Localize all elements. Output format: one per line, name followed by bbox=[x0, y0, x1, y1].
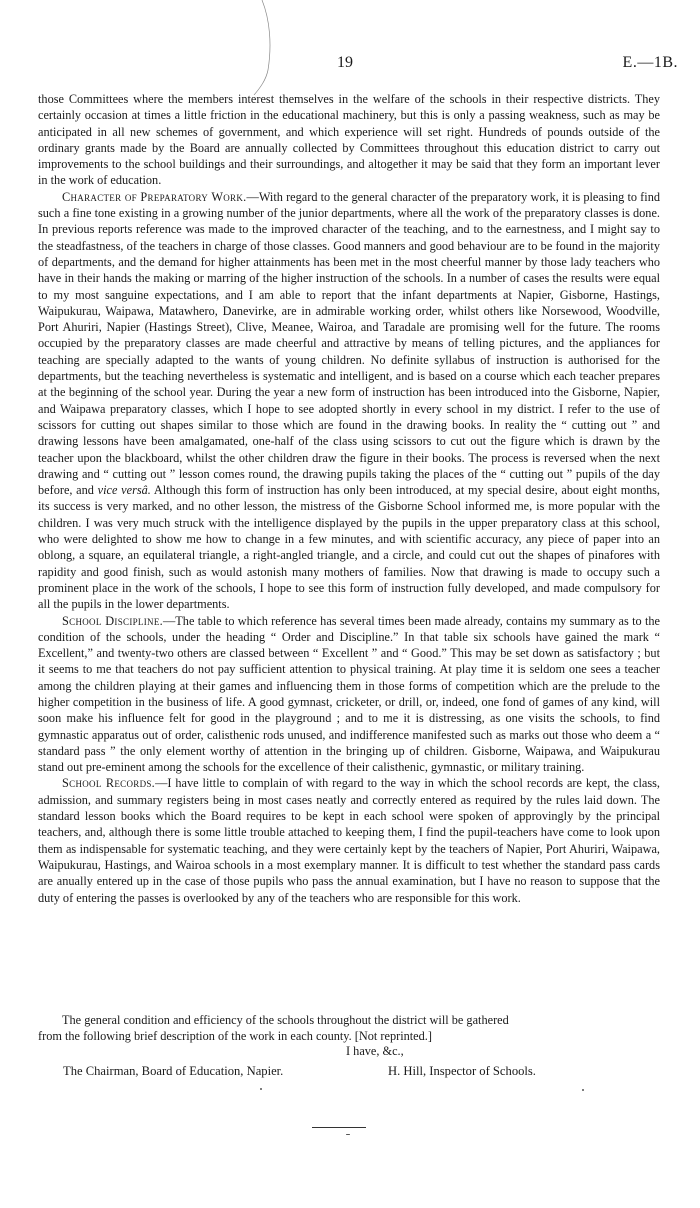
report-body bbox=[38, 91, 660, 906]
paragraph-committees: those Committees where the members interest themselves in the welfare of the schools in their respective districts. They certainly occasion at times a little friction in the educational machinery, but this is only a passing weakness, such as may be anticipated in all new schemes of government, and which experience will set right. Hundreds of pounds outside of the ordinary grants made by the Board are annually collected by Committees throughout this education district to carry out improvements to the school buildings and their surroundings, and altogether it may be said that they form an important lever in the work of education. bbox=[38, 92, 660, 188]
page-fold-mark bbox=[250, 0, 280, 95]
closing-paragraph bbox=[38, 1012, 660, 1045]
paragraph-text: —The table to which reference has several times been made already, contains my summary as to the condition of the schools, under the heading “ Order and Discipline.” In that table six schools have gained the mark “ Excellent,” and twenty-two others are classed between “ Excellent ” and “ Good.” This may be set down as satisfactory ; but it seems to me that teachers do not pay sufficient attention to physical training. At play time it is seldom one sees a teacher among the children playing at their games and influencing them in those forms of competition which are the prelude to the higher competition in the business of life. A good gymnast, cricketer, or drill, or, indeed, one fond of games of any kind, will soon make his influence felt for good in the playground ; and to me it is distressing, as one visits the schools, to find gymnastic apparatus out of order, calisthenic rods unused, and indifference manifested such as marks out those who deem a “ standard pass ” the only element worthy of attention in the bringing up of children. Gisborne, Waipawa, and Waipukurau stand out pre-eminent among the schools for the excellence of their calisthenic, gymnastic, or military training. bbox=[38, 613, 660, 775]
closing-line: from the following brief description of the work in each county. [Not reprinted.] bbox=[38, 1029, 432, 1044]
document-reference: E.—1B. bbox=[622, 54, 678, 71]
print-speck bbox=[260, 1088, 262, 1090]
paragraph-text: Although this form of instruction has only been introduced, at my special desire, about eight months, its success is very marked, and no other lesson, the mistress of the Gisborne School informed me, is more popular with the children. I was very much struck with the intelligence displayed by the pupils in the upper preparatory class at this school, who were delighted to show me how to change in a few minutes, and with scientific accuracy, any piece of paper into an oblong, a square, an equilateral triangle, a right-angled triangle, and a circle, and could cut out the shapes of pinafores with rapidity and good finish, such as would astonish many mothers of families. Now that drawing is made to occupy such a prominent place in the work of the schools, I hope to see this form of instruction fully developed, and made compulsory for all the pupils in the lower departments. bbox=[38, 483, 660, 612]
end-rule bbox=[312, 1127, 366, 1128]
print-speck bbox=[346, 1134, 350, 1135]
paragraph-preparatory-work bbox=[38, 189, 660, 613]
italic-phrase: vice versâ. bbox=[97, 483, 151, 498]
section-heading-school-records: School Records. bbox=[62, 776, 156, 791]
paragraph-school-discipline bbox=[38, 613, 660, 776]
paragraph-school-records bbox=[38, 775, 660, 905]
paragraph-text: —With regard to the general character of the preparatory work, it is pleasing to find such a fine tone existing in a growing number of the junior departments, where all the work of the preparatory classes is done. In previous reports reference was made to the improved character of the teaching, and to the earnestness, and I might say to the steadfastness, of the teachers in charge of those classes. Good manners and good behaviour are to be found in the majority of departments, and the demand for higher attainments has been met in the most cheerful manner by those lady teachers who have in their hands the making or marring of the higher instruction of the schools. In a number of cases the results were equal to my most sanguine expectations, and I am able to report that the infant departments at Napier, Gisborne, Hastings, Waipukurau, Waipawa, Matawhero, Danevirke, are in admirable working order, whilst others like Norsewood, Woodville, Port Ahuriri, Napier (Hastings Street), Clive, Meanee, Wairoa, and Taradale are promising well for the future. The rooms occupied by the preparatory classes are made cheerful and attractive by means of telling pictures, and the appliances for teaching are specially adapted to the wants of young children. No definite syllabus of instruction is authorised for the departments, but the teaching nevertheless is systematic and intelligent, and is based on a course which each teacher prepares at the beginning of the school year. During the year a new form of instruction has been introduced into the Gisborne, Napier, and Waipawa preparatory classes, which I hope to see adopted shortly in every school in my district. I refer to the use of scissors for cutting out shapes similar to those which are found in the drawing books. In reality the “ cutting out ” and drawing lessons have been amalgamated, one-half of the class using scissors to cut out the figure which is drawn by the teacher upon the blackboard, whilst the other children draw the figure in their books. The process is reversed when the next drawing and “ cutting out ” lesson comes round, the drawing pupils taking the places of the “ cutting out ” pupils of the day before, and bbox=[38, 189, 660, 498]
salutation: I have, &c., bbox=[346, 1044, 404, 1058]
section-heading-school-discipline: School Discipline. bbox=[62, 613, 163, 628]
signature: H. Hill, Inspector of Schools. bbox=[388, 1064, 536, 1078]
print-speck bbox=[582, 1089, 584, 1091]
closing-line: The general condition and efficiency of the schools throughout the district will be gathered bbox=[62, 1013, 509, 1027]
section-heading-preparatory-work: Character of Preparatory Work. bbox=[62, 189, 247, 204]
paragraph-text: —I have little to complain of with regard to the way in which the school records are kept, the class, admission, and summary registers being in most cases neatly and correctly entered as required by the rules laid down. The standard lesson books which the Board requires to be kept in each school were spoken of approvingly by the principal teachers, and, although there is some little trouble attached to keeping them, I find the pupil-teachers have come to look upon them as indispensable for systematic teaching, and they were certainly kept by the teachers of Napier, Port Ahuriri, Waipawa, Waipukurau, Hastings, and Wairoa schools in a most exemplary manner. It is difficult to test whether the standard pass cards are anually entered up in the case of those pupils who pass the annual examination, but I have no reason to suppose that the duty of entering the passes is overlooked by any of the teachers who are responsible for this work. bbox=[38, 776, 660, 905]
page-header bbox=[0, 54, 700, 76]
addressee: The Chairman, Board of Education, Napier. bbox=[63, 1064, 284, 1078]
page-number: 19 bbox=[337, 54, 353, 71]
